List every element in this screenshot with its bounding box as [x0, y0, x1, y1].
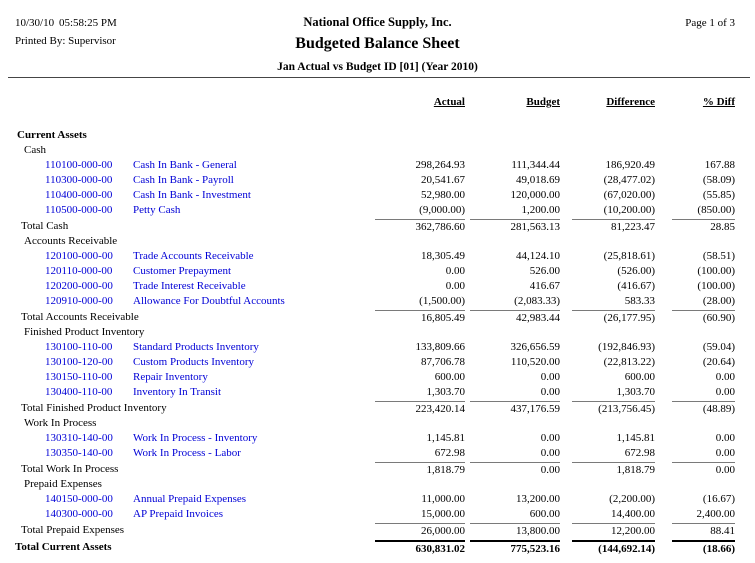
printed-by: Printed By: Supervisor: [15, 35, 116, 47]
row-label: Total Prepaid Expenses: [21, 524, 125, 536]
column-header-spacer: [15, 95, 375, 110]
total-row: [15, 462, 735, 477]
difference-value: 1,145.81: [616, 432, 655, 444]
account-row: [15, 203, 735, 218]
budget-value: 326,656.59: [510, 341, 560, 353]
budget-value: 13,200.00: [516, 493, 560, 505]
budget-value: 775,523.16: [470, 540, 560, 555]
budget-value: 437,176.59: [470, 401, 560, 416]
actual-value: 11,000.00: [421, 493, 465, 505]
row-description: [15, 310, 375, 325]
row-label: Cash: [24, 144, 46, 156]
actual-value: 0.00: [445, 280, 465, 292]
row-description: [15, 340, 375, 355]
account-name-link[interactable]: Standard Products Inventory: [133, 341, 259, 353]
budget-value: 42,983.44: [470, 310, 560, 325]
difference-value: (416.67): [617, 280, 655, 292]
column-header-pct-diff: % Diff: [702, 96, 735, 108]
actual-value: 362,786.60: [375, 219, 465, 234]
account-row: [15, 340, 735, 355]
account-name-link[interactable]: Cash In Bank - Investment: [133, 189, 251, 201]
row-description: [15, 128, 735, 143]
report-time: 05:58:25 PM: [59, 17, 117, 29]
actual-value: 672.98: [434, 447, 465, 459]
account-code-link[interactable]: 130100-120-00: [45, 356, 113, 368]
difference-value: 186,920.49: [605, 159, 655, 171]
row-description: [15, 462, 375, 477]
report-date: 10/30/10: [15, 17, 55, 29]
row-description: [15, 294, 375, 309]
difference-value: 1,303.70: [616, 386, 655, 398]
account-code-link[interactable]: 130350-140-00: [45, 447, 113, 459]
pct-diff-value: (100.00): [697, 280, 735, 292]
grand-total-row: [15, 540, 735, 555]
pct-diff-value: (18.66): [672, 540, 735, 555]
row-description: [15, 264, 375, 279]
account-row: [15, 507, 735, 522]
pct-diff-value: (58.09): [702, 174, 735, 186]
row-description: [15, 188, 375, 203]
account-row: [15, 446, 735, 461]
pct-diff-value: 167.88: [704, 159, 735, 171]
budget-value: 44,124.10: [516, 250, 560, 262]
budget-value: 120,000.00: [510, 189, 560, 201]
account-row: [15, 355, 735, 370]
pct-diff-value: 0.00: [715, 447, 735, 459]
row-description: [15, 416, 735, 431]
difference-value: (67,020.00): [603, 189, 655, 201]
account-row: [15, 370, 735, 385]
header-divider: [8, 77, 750, 78]
difference-value: (144,692.14): [572, 540, 655, 555]
row-description: [15, 492, 375, 507]
actual-value: 223,420.14: [375, 401, 465, 416]
row-description: [15, 431, 375, 446]
row-label: Total Work In Process: [21, 463, 119, 475]
difference-value: 12,200.00: [572, 523, 655, 538]
account-name-link[interactable]: Work In Process - Inventory: [133, 432, 258, 444]
difference-value: (10,200.00): [603, 204, 655, 216]
row-label: Current Assets: [17, 129, 87, 141]
table-rows: [15, 128, 735, 555]
pct-diff-value: 28.85: [672, 219, 735, 234]
actual-value: 18,305.49: [421, 250, 465, 262]
row-description: [15, 401, 375, 416]
account-code-link[interactable]: 140150-000-00: [45, 493, 113, 505]
row-description: [15, 143, 735, 158]
pct-diff-value: (60.90): [672, 310, 735, 325]
row-description: [15, 203, 375, 218]
section-header-row: [15, 143, 735, 158]
account-code-link[interactable]: 120110-000-00: [45, 265, 113, 277]
budget-value: 1,200.00: [521, 204, 560, 216]
difference-value: 14,400.00: [611, 508, 655, 520]
account-name-link[interactable]: Work In Process - Labor: [133, 447, 241, 459]
account-name-link[interactable]: Annual Prepaid Expenses: [133, 493, 247, 505]
account-row: [15, 279, 735, 294]
account-row: [15, 294, 735, 309]
difference-value: (526.00): [617, 265, 655, 277]
column-header-row: [15, 95, 735, 110]
account-name-link[interactable]: Custom Products Inventory: [133, 356, 254, 368]
account-name-link[interactable]: Customer Prepayment: [133, 265, 232, 277]
difference-value: (26,177.95): [572, 310, 655, 325]
actual-value: 1,818.79: [375, 462, 465, 477]
row-label: Work In Process: [24, 417, 97, 429]
row-description: [15, 355, 375, 370]
budget-value: 0.00: [540, 447, 560, 459]
budget-value: 281,563.13: [470, 219, 560, 234]
budget-value: 0.00: [540, 432, 560, 444]
row-description: [15, 523, 375, 538]
budget-value: 0.00: [540, 371, 560, 383]
account-row: [15, 249, 735, 264]
company-name: National Office Supply, Inc.: [303, 15, 452, 29]
section-header-row: [15, 128, 735, 143]
row-label: Prepaid Expenses: [24, 478, 102, 490]
row-description: [15, 446, 375, 461]
section-header-row: [15, 477, 735, 492]
actual-value: 1,145.81: [426, 432, 465, 444]
report-title: Budgeted Balance Sheet: [295, 35, 460, 52]
pct-diff-value: 0.00: [715, 371, 735, 383]
account-code-link[interactable]: 130400-110-00: [45, 386, 113, 398]
pct-diff-value: (59.04): [702, 341, 735, 353]
account-name-link[interactable]: Cash In Bank - General: [133, 159, 237, 171]
row-label: Finished Product Inventory: [24, 326, 145, 338]
actual-value: 600.00: [434, 371, 465, 383]
row-label: Total Current Assets: [15, 541, 112, 553]
report-subtitle: Jan Actual vs Budget ID [01] (Year 2010): [277, 61, 478, 73]
account-code-link[interactable]: 130100-110-00: [45, 341, 113, 353]
account-row: [15, 173, 735, 188]
actual-value: 87,706.78: [421, 356, 465, 368]
account-code-link[interactable]: 120910-000-00: [45, 295, 113, 307]
difference-value: 672.98: [624, 447, 655, 459]
pct-diff-value: (100.00): [697, 265, 735, 277]
account-code-link[interactable]: 130310-140-00: [45, 432, 113, 444]
actual-value: 52,980.00: [421, 189, 465, 201]
row-label: Accounts Receivable: [24, 235, 118, 247]
row-description: [15, 219, 375, 234]
actual-value: 1,303.70: [426, 386, 465, 398]
account-name-link[interactable]: Cash In Bank - Payroll: [133, 174, 234, 186]
actual-value: 0.00: [445, 265, 465, 277]
pct-diff-value: (16.67): [702, 493, 735, 505]
pct-diff-value: 88.41: [672, 523, 735, 538]
budget-value: 13,800.00: [470, 523, 560, 538]
difference-value: 1,818.79: [572, 462, 655, 477]
total-row: [15, 310, 735, 325]
account-code-link[interactable]: 110400-000-00: [45, 189, 113, 201]
page-indicator: Page 1 of 3: [685, 17, 735, 29]
section-header-row: [15, 234, 735, 249]
column-header-actual: Actual: [433, 96, 465, 108]
actual-value: 20,541.67: [421, 174, 465, 186]
pct-diff-value: 0.00: [672, 462, 735, 477]
budget-value: 600.00: [529, 508, 560, 520]
total-row: [15, 523, 735, 538]
row-description: [15, 249, 375, 264]
account-row: [15, 264, 735, 279]
actual-value: 26,000.00: [375, 523, 465, 538]
budget-value: 416.67: [529, 280, 560, 292]
budget-value: 0.00: [470, 462, 560, 477]
row-description: [15, 173, 375, 188]
row-description: [15, 477, 735, 492]
difference-value: (192,846.93): [598, 341, 655, 353]
difference-value: (2,200.00): [609, 493, 655, 505]
budget-value: 110,520.00: [510, 356, 560, 368]
column-header-budget: Budget: [526, 96, 560, 108]
account-code-link[interactable]: 110100-000-00: [45, 159, 113, 171]
difference-value: 81,223.47: [572, 219, 655, 234]
account-name-link[interactable]: AP Prepaid Invoices: [133, 508, 224, 520]
section-header-row: [15, 325, 735, 340]
budget-value: 0.00: [540, 386, 560, 398]
pct-diff-value: 0.00: [715, 386, 735, 398]
row-description: [15, 507, 375, 522]
account-row: [15, 492, 735, 507]
row-description: [15, 279, 375, 294]
account-name-link[interactable]: Allowance For Doubtful Accounts: [133, 295, 285, 307]
row-label: Total Finished Product Inventory: [21, 402, 167, 414]
row-description: [15, 234, 735, 249]
row-description: [15, 385, 375, 400]
budget-value: 49,018.69: [516, 174, 560, 186]
actual-value: (1,500.00): [419, 295, 465, 307]
actual-value: 298,264.93: [415, 159, 465, 171]
balance-sheet-table: [15, 95, 735, 555]
account-name-link[interactable]: Repair Inventory: [133, 371, 208, 383]
row-description: [15, 370, 375, 385]
actual-value: 15,000.00: [421, 508, 465, 520]
budget-value: 526.00: [529, 265, 560, 277]
account-name-link[interactable]: Inventory In Transit: [133, 386, 221, 398]
difference-value: (22,813.22): [603, 356, 655, 368]
actual-value: 630,831.02: [375, 540, 465, 555]
difference-value: 583.33: [624, 295, 655, 307]
pct-diff-value: (850.00): [697, 204, 735, 216]
difference-value: 600.00: [624, 371, 655, 383]
pct-diff-value: (58.51): [702, 250, 735, 262]
row-description: [15, 325, 735, 340]
account-code-link[interactable]: 120100-000-00: [45, 250, 113, 262]
difference-value: (28,477.02): [603, 174, 655, 186]
budget-value: 111,344.44: [511, 159, 560, 171]
total-row: [15, 401, 735, 416]
row-description: [15, 540, 375, 555]
pct-diff-value: (48.89): [672, 401, 735, 416]
difference-value: (213,756.45): [572, 401, 655, 416]
actual-value: 133,809.66: [415, 341, 465, 353]
account-name-link[interactable]: Trade Interest Receivable: [133, 280, 246, 292]
pct-diff-value: (20.64): [702, 356, 735, 368]
row-description: [15, 158, 375, 173]
actual-value: (9,000.00): [419, 204, 465, 216]
account-name-link[interactable]: Petty Cash: [133, 204, 181, 216]
pct-diff-value: (28.00): [702, 295, 735, 307]
section-header-row: [15, 416, 735, 431]
account-row: [15, 158, 735, 173]
account-code-link[interactable]: 110500-000-00: [45, 204, 113, 216]
total-row: [15, 219, 735, 234]
pct-diff-value: (55.85): [702, 189, 735, 201]
account-row: [15, 188, 735, 203]
actual-value: 16,805.49: [375, 310, 465, 325]
pct-diff-value: 2,400.00: [696, 508, 735, 520]
account-name-link[interactable]: Trade Accounts Receivable: [133, 250, 254, 262]
account-code-link[interactable]: 130150-110-00: [45, 371, 113, 383]
account-code-link[interactable]: 140300-000-00: [45, 508, 113, 520]
budget-value: (2,083.33): [514, 295, 560, 307]
account-code-link[interactable]: 110300-000-00: [45, 174, 113, 186]
row-label: Total Accounts Receivable: [21, 311, 139, 323]
account-row: [15, 385, 735, 400]
row-label: Total Cash: [21, 220, 69, 232]
pct-diff-value: 0.00: [715, 432, 735, 444]
account-row: [15, 431, 735, 446]
difference-value: (25,818.61): [603, 250, 655, 262]
column-header-difference: Difference: [606, 96, 655, 108]
account-code-link[interactable]: 120200-000-00: [45, 280, 113, 292]
